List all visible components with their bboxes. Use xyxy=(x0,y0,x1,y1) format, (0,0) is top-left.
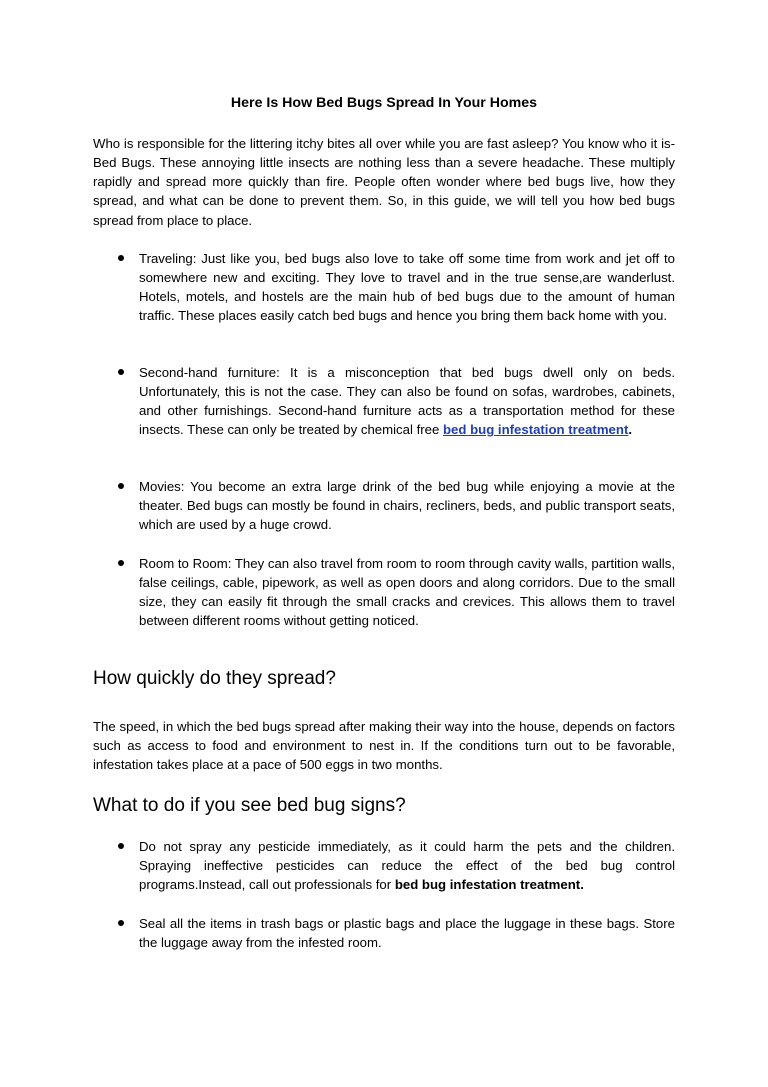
list-item-room-to-room: Room to Room: They can also travel from room to room through cavity walls, partition walls, false ceilings, cable, pipework, as well as open doors and along corridors. Due to the small size, they can easily fit through the small cracks and crevices. This allows them to travel between different rooms without getting noticed. xyxy=(139,556,675,629)
list-item-movies: Movies: You become an extra large drink of the bed bug while enjoying a movie at the theater. Bed bugs can mostly be found in chairs, recliners, beds, and public transport seats, which are used by a huge crowd. xyxy=(139,479,675,533)
bullet-icon xyxy=(118,249,126,268)
list-item-text: Do not spray any pesticide immediately, as it could harm the pets and the children. Spraying ineffective pesticides can reduce the effect of the bed bug control programs.Instead, call out professionals for xyxy=(139,839,675,893)
list-item-suffix: . xyxy=(628,422,633,438)
bullet-icon xyxy=(118,363,126,382)
intro-paragraph: Who is responsible for the littering itchy bites all over while you are fast asleep? You know who it is- Bed Bugs. These annoying little insects are nothing less than a severe headache. These multiply rapidly and spread more quickly than fire. People often wonder where bed bugs live, how they spread, and what can be done to prevent them. So, in this guide, we will tell you how bed bugs spread from place to place. xyxy=(93,136,675,228)
bed-bug-treatment-link[interactable]: bed bug infestation treatment xyxy=(442,422,629,438)
bullet-icon xyxy=(118,914,126,933)
list-item-traveling: Traveling: Just like you, bed bugs also love to take off some time from work and jet off to somewhere new and exciting. They love to travel and in the true sense,are wanderlust. Hotels, motels, and hostels are the main hub of bed bugs due to the amount of human traffic. These places easily catch bed bugs and hence you bring them back home with you. xyxy=(139,251,675,324)
speed-paragraph: The speed, in which the bed bugs spread after making their way into the house, depends on factors such as access to food and environment to nest in. If the conditions turn out to be favorable, infestation takes place at a pace of 500 eggs in two months. xyxy=(93,719,675,773)
heading-what-to-do: What to do if you see bed bug signs? xyxy=(93,795,406,816)
list-item-text: Second-hand furniture: It is a misconception that bed bugs dwell only on beds. Unfortunately, this is not the case. They can also be found on sofas, wardrobes, cabinets, and other furnishings. Second-hand furniture acts as a transportation method for these insects. These can only be treated by chemical free xyxy=(139,365,675,438)
heading-how-quickly: How quickly do they spread? xyxy=(93,668,336,689)
bullet-icon xyxy=(118,477,126,496)
list-item-second-hand-furniture xyxy=(139,363,675,440)
list-item-seal-items: Seal all the items in trash bags or plastic bags and place the luggage in these bags. Store the luggage away from the infested room. xyxy=(139,916,675,951)
bullet-icon xyxy=(118,554,126,573)
document-title: Here Is How Bed Bugs Spread In Your Homes xyxy=(230,95,538,111)
bold-treatment-text: bed bug infestation treatment. xyxy=(394,877,584,893)
list-item-no-pesticide xyxy=(139,837,675,894)
bullet-icon xyxy=(118,837,126,856)
